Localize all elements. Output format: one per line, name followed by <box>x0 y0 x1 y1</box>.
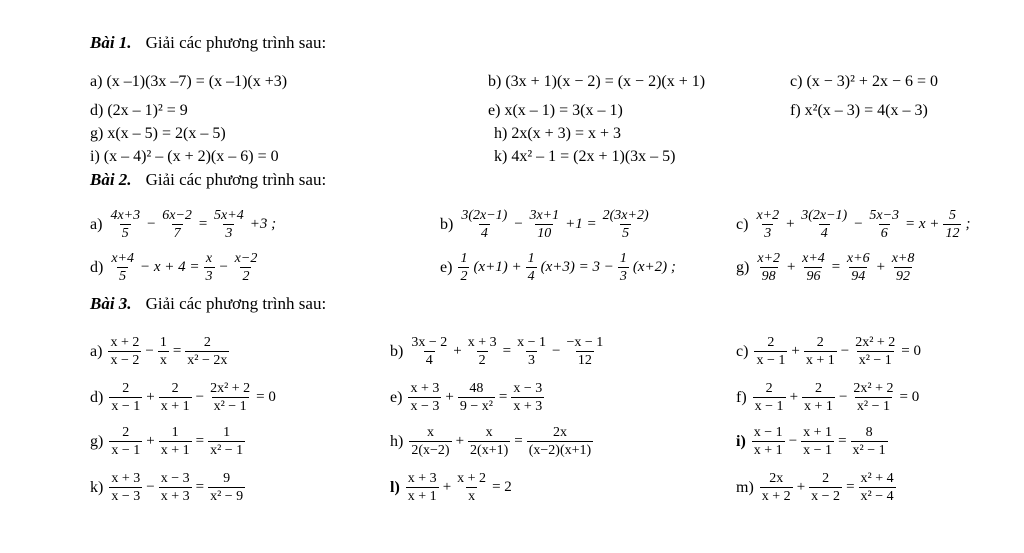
denominator: 96 <box>806 269 821 284</box>
numerator: 2 <box>816 335 824 350</box>
denominator: x² − 1 <box>213 399 247 414</box>
numerator: 2x <box>552 425 567 440</box>
numerator: 6x−2 <box>162 208 192 223</box>
denominator: x + 3 <box>160 489 190 504</box>
bai1-item-d: d) (2x – 1)² = 9 <box>90 102 188 119</box>
operator: = <box>172 343 182 359</box>
fraction <box>853 334 897 369</box>
fraction <box>233 250 260 285</box>
fraction <box>527 424 593 459</box>
operator: + <box>785 216 796 232</box>
operator: − <box>853 216 864 232</box>
fraction <box>109 380 142 415</box>
denominator: 92 <box>896 269 911 284</box>
fraction <box>802 380 835 415</box>
fraction <box>527 207 561 242</box>
denominator: x − 2 <box>110 353 140 368</box>
bai1-instruction: Giải các phương trình sau: <box>145 33 327 52</box>
operator: + <box>445 389 454 405</box>
numerator: 2x² + 2 <box>855 335 896 350</box>
operator: = <box>195 433 205 449</box>
operator: − <box>513 216 524 232</box>
item-label: e) <box>440 258 453 276</box>
item-label: e) <box>390 388 403 406</box>
numerator: x + 2 <box>110 335 140 350</box>
numerator: x + 3 <box>467 335 497 350</box>
numerator: x − 1 <box>517 335 546 350</box>
numerator: 5x+4 <box>214 208 244 223</box>
bai3-item-e <box>390 380 546 415</box>
numerator: 2 <box>171 381 179 396</box>
numerator: −x − 1 <box>566 335 604 350</box>
bai1-item-a: a) (x –1)(3x –7) = (x –1)(x +3) <box>90 73 288 90</box>
numerator: x <box>485 425 493 440</box>
denominator: 3 <box>764 226 772 241</box>
fraction <box>409 424 451 459</box>
bai3-item-g <box>90 424 247 459</box>
fraction <box>204 250 215 285</box>
fraction <box>752 424 785 459</box>
operator: = x + <box>905 216 940 232</box>
numerator: x+2 <box>757 251 780 266</box>
item-label: d) <box>90 102 104 119</box>
fraction <box>160 207 194 242</box>
denominator: 6 <box>880 226 888 241</box>
item-label: g) <box>736 258 750 276</box>
denominator: x − 1 <box>803 443 833 458</box>
fraction <box>800 250 827 285</box>
fraction <box>408 380 441 415</box>
denominator: 3 <box>225 226 233 241</box>
bai3-heading <box>90 294 326 314</box>
denominator: 4 <box>820 226 828 241</box>
numerator: 4x+3 <box>110 208 141 223</box>
item-label: b) <box>390 342 404 360</box>
operator: (x+2) ; <box>632 259 676 275</box>
denominator: x <box>468 489 476 504</box>
numerator: 5 <box>948 208 956 223</box>
denominator: x + 1 <box>160 443 190 458</box>
operator: + <box>146 433 155 449</box>
numerator: x − 1 <box>753 425 783 440</box>
operator: = <box>830 259 841 275</box>
fraction <box>760 470 793 505</box>
fraction <box>851 424 888 459</box>
bai3-item-c <box>736 334 923 369</box>
item-label: h) <box>390 432 404 450</box>
numerator: 1 <box>619 251 627 266</box>
bai3-item-f <box>736 380 921 415</box>
bai2-instruction: Giải các phương trình sau: <box>145 170 327 189</box>
denominator: 3 <box>528 353 536 368</box>
denominator: x <box>159 353 167 368</box>
numerator: 1 <box>159 335 167 350</box>
denominator: 98 <box>761 269 776 284</box>
operator: = 0 <box>256 389 276 405</box>
numerator: 2 <box>122 381 130 396</box>
denominator: x − 1 <box>111 399 141 414</box>
numerator: 2 <box>814 381 822 396</box>
numerator: 8 <box>865 425 873 440</box>
numerator: 3(2x−1) <box>801 208 848 223</box>
denominator: 3 <box>619 269 627 284</box>
numerator: 1 <box>527 251 535 266</box>
numerator: 2 <box>203 335 211 350</box>
fraction <box>406 470 439 505</box>
item-label: g) <box>90 125 104 142</box>
fraction <box>755 250 782 285</box>
item-label: a) <box>90 215 103 233</box>
denominator: 4 <box>480 226 488 241</box>
item-label: h) <box>494 125 508 142</box>
operator: = 0 <box>901 343 921 359</box>
operator: = <box>838 433 847 449</box>
denominator: x² − 1 <box>210 443 244 458</box>
numerator: 5x−3 <box>869 208 900 223</box>
denominator: 4 <box>527 269 535 284</box>
fraction <box>809 470 842 505</box>
bai1-item-h: h) 2x(x + 3) = x + 3 <box>494 125 622 142</box>
bai1-item-e: e) x(x – 1) = 3(x – 1) <box>488 102 623 119</box>
fraction <box>109 250 136 285</box>
item-label: c) <box>790 73 803 90</box>
numerator: x − 3 <box>513 381 543 396</box>
numerator: x − 3 <box>160 471 190 486</box>
fraction <box>159 424 192 459</box>
numerator: x <box>426 425 434 440</box>
denominator: x² − 1 <box>858 353 892 368</box>
denominator: 2 <box>478 353 486 368</box>
numerator: x² + 4 <box>860 471 894 486</box>
denominator: x − 2 <box>811 489 841 504</box>
operator: = <box>195 479 205 495</box>
fraction <box>845 250 872 285</box>
numerator: x+4 <box>802 251 825 266</box>
item-label: k) <box>494 148 508 165</box>
fraction <box>511 380 544 415</box>
numerator: x + 3 <box>111 471 141 486</box>
denominator: x + 1 <box>805 353 835 368</box>
operator: − <box>840 343 850 359</box>
numerator: 48 <box>469 381 484 396</box>
denominator: 5 <box>121 226 129 241</box>
fraction <box>208 380 252 415</box>
fraction <box>867 207 901 242</box>
numerator: 1 <box>223 425 231 440</box>
bai3-item-b <box>390 334 607 369</box>
numerator: x+8 <box>891 251 915 266</box>
denominator: x − 3 <box>111 489 141 504</box>
denominator: 4 <box>425 353 433 368</box>
bai1-title: Bài 1. <box>90 33 132 52</box>
operator: − <box>195 389 205 405</box>
numerator: x <box>205 251 213 266</box>
operator: +1 = <box>565 216 597 232</box>
denominator: 2(x+1) <box>470 443 509 458</box>
item-label: k) <box>90 478 104 496</box>
fraction <box>468 424 510 459</box>
bai1-item-g: g) x(x – 5) = 2(x – 5) <box>90 125 226 142</box>
numerator: 9 <box>223 471 231 486</box>
operator: + <box>786 259 797 275</box>
fraction <box>458 380 495 415</box>
denominator: x + 1 <box>407 489 437 504</box>
operator: − <box>218 259 229 275</box>
item-label: i) <box>90 148 100 165</box>
numerator: x−2 <box>234 251 258 266</box>
operator: − <box>838 389 848 405</box>
bai3-item-d <box>90 380 278 415</box>
fraction <box>109 470 142 505</box>
item-label: d) <box>90 258 104 276</box>
fraction <box>618 250 629 285</box>
denominator: x − 1 <box>111 443 141 458</box>
numerator: 2 <box>767 335 775 350</box>
bai2-item-c <box>736 207 972 242</box>
operator: + <box>789 389 799 405</box>
item-label: b) <box>488 73 502 90</box>
denominator: 7 <box>173 226 181 241</box>
bai2-heading <box>90 170 326 190</box>
operator: (x+1) + <box>473 259 522 275</box>
fraction <box>799 207 849 242</box>
fraction <box>515 334 548 369</box>
operator: = <box>502 343 512 359</box>
numerator: 2x² + 2 <box>853 381 894 396</box>
fraction <box>455 470 488 505</box>
fraction <box>185 334 229 369</box>
fraction <box>212 207 246 242</box>
fraction <box>564 334 605 369</box>
item-label: m) <box>736 478 754 496</box>
numerator: x + 1 <box>803 425 833 440</box>
operator: +3 ; <box>249 216 277 232</box>
denominator: 12 <box>577 353 592 368</box>
bai3-item-a <box>90 334 231 369</box>
operator: − <box>788 433 798 449</box>
denominator: 12 <box>945 226 960 241</box>
fraction <box>158 334 169 369</box>
denominator: x² − 1 <box>856 399 890 414</box>
fraction <box>526 250 537 285</box>
denominator: 5 <box>622 226 630 241</box>
numerator: 2x <box>769 471 784 486</box>
operator: = <box>846 479 855 495</box>
bai3-item-i <box>736 424 890 459</box>
operator: = 2 <box>492 479 512 495</box>
numerator: x + 3 <box>407 471 437 486</box>
item-label: e) <box>488 102 501 119</box>
denominator: 3 <box>205 269 213 284</box>
fraction <box>466 334 499 369</box>
numerator: x+6 <box>846 251 870 266</box>
bai3-item-m <box>736 470 898 505</box>
bai2-item-e <box>440 250 678 285</box>
item-label: i) <box>736 432 746 450</box>
denominator: 9 − x² <box>459 399 493 414</box>
fraction <box>753 380 786 415</box>
fraction <box>458 250 469 285</box>
bai1-item-i: i) (x – 4)² – (x + 2)(x – 6) = 0 <box>90 148 279 165</box>
operator: + <box>453 343 462 359</box>
denominator: x + 3 <box>513 399 543 414</box>
operator: = 0 <box>899 389 920 405</box>
denominator: x² − 4 <box>860 489 894 504</box>
bai3-item-l <box>390 470 514 505</box>
denominator: x + 2 <box>761 489 791 504</box>
bai3-item-k <box>90 470 247 505</box>
denominator: x² − 9 <box>210 489 244 504</box>
fraction <box>108 207 142 242</box>
item-label: f) <box>736 388 747 406</box>
operator: − <box>145 343 154 359</box>
bai1-item-b: b) (3x + 1)(x − 2) = (x − 2)(x + 1) <box>488 73 706 90</box>
item-label: c) <box>736 342 749 360</box>
fraction <box>943 207 961 242</box>
operator: (x+3) = 3 − <box>540 259 614 275</box>
bai1-item-c: c) (x − 3)² + 2x − 6 = 0 <box>790 73 938 90</box>
fraction <box>754 207 781 242</box>
item-label: a) <box>90 73 103 90</box>
item-label: a) <box>90 342 103 360</box>
numerator: 1 <box>171 425 179 440</box>
fraction <box>208 470 245 505</box>
bai3-instruction: Giải các phương trình sau: <box>145 294 327 313</box>
fraction <box>754 334 787 369</box>
bai1-heading <box>90 33 326 53</box>
bai2-item-b <box>440 207 653 242</box>
numerator: x+4 <box>111 251 134 266</box>
denominator: 5 <box>119 269 127 284</box>
operator: − <box>551 343 561 359</box>
operator: − x + 4 = <box>140 259 200 275</box>
fraction <box>208 424 245 459</box>
operator: + <box>875 259 886 275</box>
fraction <box>409 334 449 369</box>
operator: + <box>796 479 806 495</box>
fraction <box>159 380 192 415</box>
denominator: 2 <box>242 269 250 284</box>
fraction <box>804 334 837 369</box>
bai1-item-f: f) x²(x – 3) = 4(x – 3) <box>790 102 928 119</box>
fraction <box>159 470 192 505</box>
denominator: x + 1 <box>160 399 190 414</box>
denominator: 2 <box>460 269 468 284</box>
fraction <box>851 380 895 415</box>
item-label: b) <box>440 215 454 233</box>
denominator: 94 <box>851 269 866 284</box>
denominator: x² − 2x <box>187 353 228 368</box>
denominator: x − 1 <box>754 399 784 414</box>
numerator: 2x² + 2 <box>210 381 251 396</box>
item-label: f) <box>790 102 801 119</box>
item-label: l) <box>390 478 400 496</box>
numerator: 3x − 2 <box>411 335 448 350</box>
denominator: x − 3 <box>410 399 440 414</box>
operator: + <box>442 479 452 495</box>
operator: − <box>146 479 155 495</box>
numerator: x + 3 <box>410 381 440 396</box>
numerator: 1 <box>460 251 468 266</box>
fraction <box>109 424 142 459</box>
fraction <box>801 424 834 459</box>
bai2-title: Bài 2. <box>90 170 132 189</box>
fraction <box>859 470 896 505</box>
bai2-item-g <box>736 250 918 285</box>
denominator: 10 <box>537 226 552 241</box>
numerator: 2(3x+2) <box>602 208 649 223</box>
item-label: d) <box>90 388 104 406</box>
operator: = <box>514 433 523 449</box>
operator: ; <box>965 216 971 232</box>
operator: + <box>455 433 465 449</box>
denominator: (x−2)(x+1) <box>528 443 592 458</box>
denominator: 2(x−2) <box>411 443 450 458</box>
bai2-item-a <box>90 207 278 242</box>
bai2-item-d <box>90 250 261 285</box>
operator: + <box>791 343 800 359</box>
fraction <box>108 334 141 369</box>
bai1-item-k: k) 4x² – 1 = (2x + 1)(3x – 5) <box>494 148 676 165</box>
numerator: 3(2x−1) <box>461 208 508 223</box>
numerator: x+2 <box>756 208 780 223</box>
operator: = <box>197 216 209 232</box>
numerator: 3x+1 <box>529 208 560 223</box>
item-label: g) <box>90 432 104 450</box>
item-label: c) <box>736 215 749 233</box>
bai3-item-h <box>390 424 595 459</box>
denominator: x² − 1 <box>852 443 886 458</box>
operator: − <box>146 216 157 232</box>
operator: = <box>498 389 508 405</box>
denominator: x − 1 <box>756 353 786 368</box>
numerator: x + 2 <box>457 471 487 486</box>
fraction <box>890 250 917 285</box>
fraction <box>601 207 651 242</box>
denominator: x + 1 <box>753 443 783 458</box>
bai3-title: Bài 3. <box>90 294 132 313</box>
numerator: 2 <box>122 425 130 440</box>
numerator: 2 <box>765 381 773 396</box>
numerator: 2 <box>822 471 830 486</box>
fraction <box>459 207 509 242</box>
operator: + <box>146 389 155 405</box>
denominator: x + 1 <box>804 399 833 414</box>
